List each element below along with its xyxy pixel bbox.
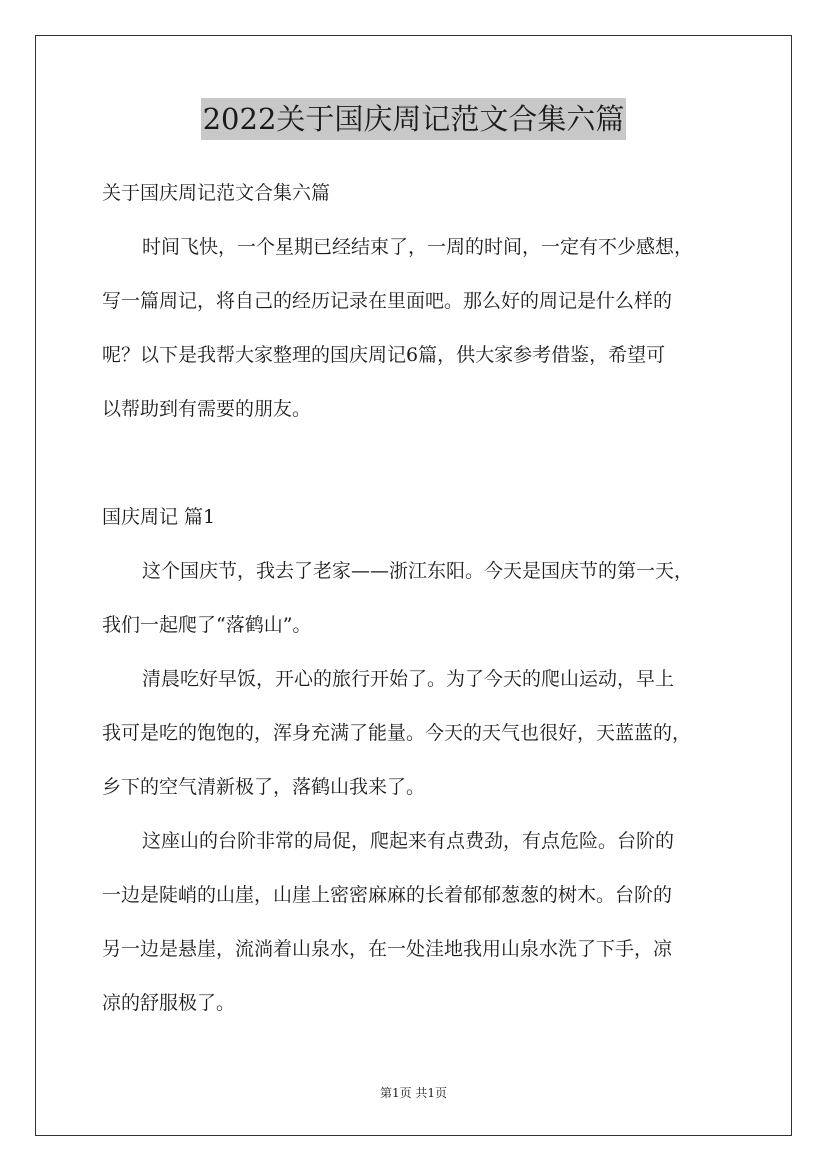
subtitle-line: 关于国庆周记范文合集六篇 [102, 182, 331, 204]
paragraph-line: 凉的舒服极了。 [102, 992, 236, 1014]
paragraph-line: 另一边是悬崖，流淌着山泉水，在一处洼地我用山泉水洗了下手，凉 [102, 938, 673, 960]
section-heading: 国庆周记 篇1 [102, 506, 216, 528]
page-footer: 第1页 共1页 [379, 1086, 448, 1100]
paragraph-line: 清晨吃好早饭，开心的旅行开始了。为了今天的爬山运动，早上 [142, 668, 675, 690]
paragraph-line: 写一篇周记，将自己的经历记录在里面吧。那么好的周记是什么样的 [102, 290, 673, 312]
paragraph-line: 乡下的空气清新极了，落鹤山我来了。 [102, 776, 426, 798]
paragraph-line: 我们一起爬了“落鹤山”。 [102, 614, 312, 636]
paragraph-line: 这座山的台阶非常的局促，爬起来有点费劲，有点危险。台阶的 [142, 830, 675, 852]
title-container [0, 98, 827, 140]
paragraph-line: 呢？以下是我帮大家整理的国庆周记6篇，供大家参考借鉴，希望可 [102, 344, 666, 366]
paragraph-line: 我可是吃的饱饱的，浑身充满了能量。今天的天气也很好，天蓝蓝的， [102, 722, 692, 744]
paragraph-line: 以帮助到有需要的朋友。 [102, 398, 312, 420]
paragraph-line: 这个国庆节，我去了老家——浙江东阳。今天是国庆节的第一天， [142, 560, 694, 582]
document-title: 2022关于国庆周记范文合集六篇 [201, 98, 627, 140]
paragraph-line: 时间飞快，一个星期已经结束了，一周的时间，一定有不少感想， [142, 236, 694, 258]
paragraph-line: 一边是陡峭的山崖，山崖上密密麻麻的长着郁郁葱葱的树木。台阶的 [102, 884, 673, 906]
